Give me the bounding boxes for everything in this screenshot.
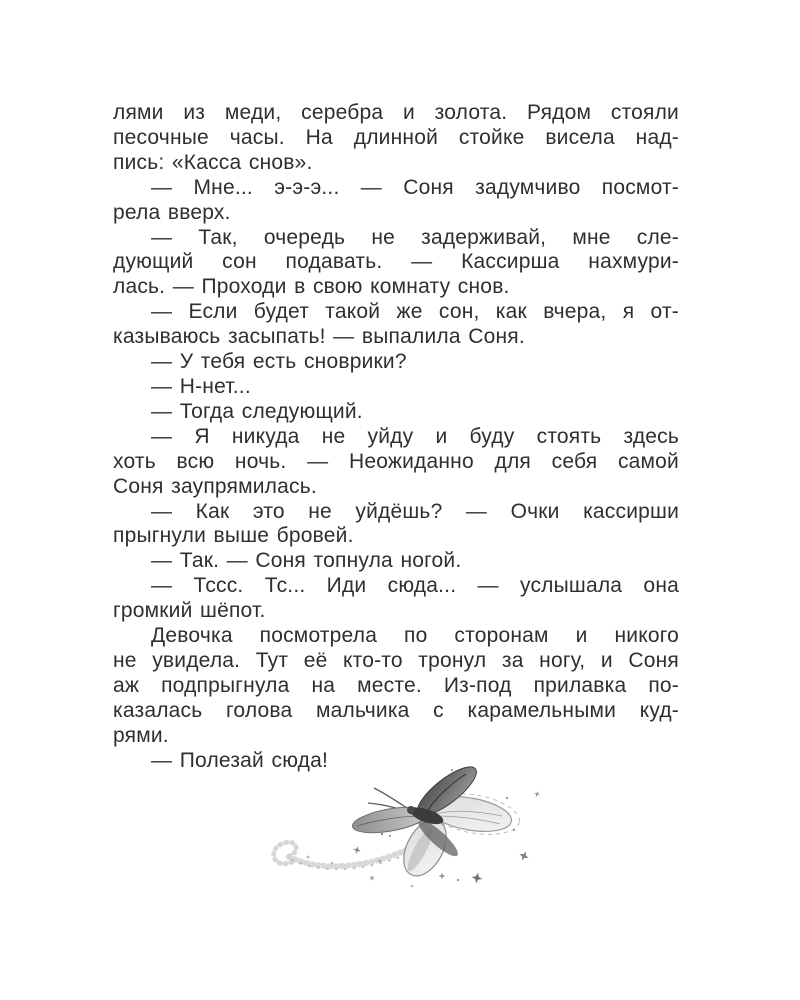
text-line: не увидела. Тут её кто-то тронул за ногу, и Соня xyxy=(113,648,679,672)
text-line: аж подпрыгнула на месте. Из-под прилавка по- xyxy=(113,673,679,697)
text-line: — У тебя есть сноврики? xyxy=(151,350,407,374)
text-line: Девочка посмотрела по сторонам и никого xyxy=(151,624,679,648)
text-line: — Я никуда не уйду и буду стоять здесь xyxy=(151,424,679,448)
text-line: — Тогда следующий. xyxy=(151,399,363,423)
text-line: — Тссс. Тс... Иди сюда... — услышала она xyxy=(151,574,679,598)
text-line: — Мне... э-э-э... — Соня задумчиво посмот- xyxy=(151,175,679,199)
text-line: песочные часы. На длинной стойке висела над- xyxy=(113,125,679,149)
text-line: — Если будет такой же сон, как вчера, я от- xyxy=(151,300,679,324)
text-line: Соня заупрямилась. xyxy=(113,474,317,498)
text-line: — Н-нет... xyxy=(151,374,251,398)
text-line: прыгнули выше бровей. xyxy=(113,524,354,548)
text-line: лями из меди, серебра и золота. Рядом стояли xyxy=(113,101,679,124)
moth-with-sparkle-trail-icon xyxy=(262,758,578,898)
text-line: — Так. — Соня топнула ногой. xyxy=(151,549,462,573)
text-line: — Так, очередь не задерживай, мне сле- xyxy=(151,225,679,249)
text-line: лась. — Проходи в свою комнату снов. xyxy=(113,275,510,299)
text-line: хоть всю ночь. — Неожиданно для себя самой xyxy=(113,449,679,473)
text-line: — Как это не уйдёшь? — Очки кассирши xyxy=(151,499,679,523)
text-line: — Полезай сюда! xyxy=(151,748,329,772)
text-line: рела вверх. xyxy=(113,200,231,224)
text-line: казываюсь засыпать! — выпалила Соня. xyxy=(113,325,525,349)
text-line: громкий шёпот. xyxy=(113,599,266,623)
page-text xyxy=(113,101,679,773)
text-line: рями. xyxy=(113,723,169,747)
text-line: пись: «Касса снов». xyxy=(113,150,313,174)
text-line: казалась голова мальчика с карамельными куд- xyxy=(113,698,679,722)
moth-illustration xyxy=(262,758,578,898)
text-line: дующий сон подавать. — Кассирша нахмури- xyxy=(113,250,679,274)
